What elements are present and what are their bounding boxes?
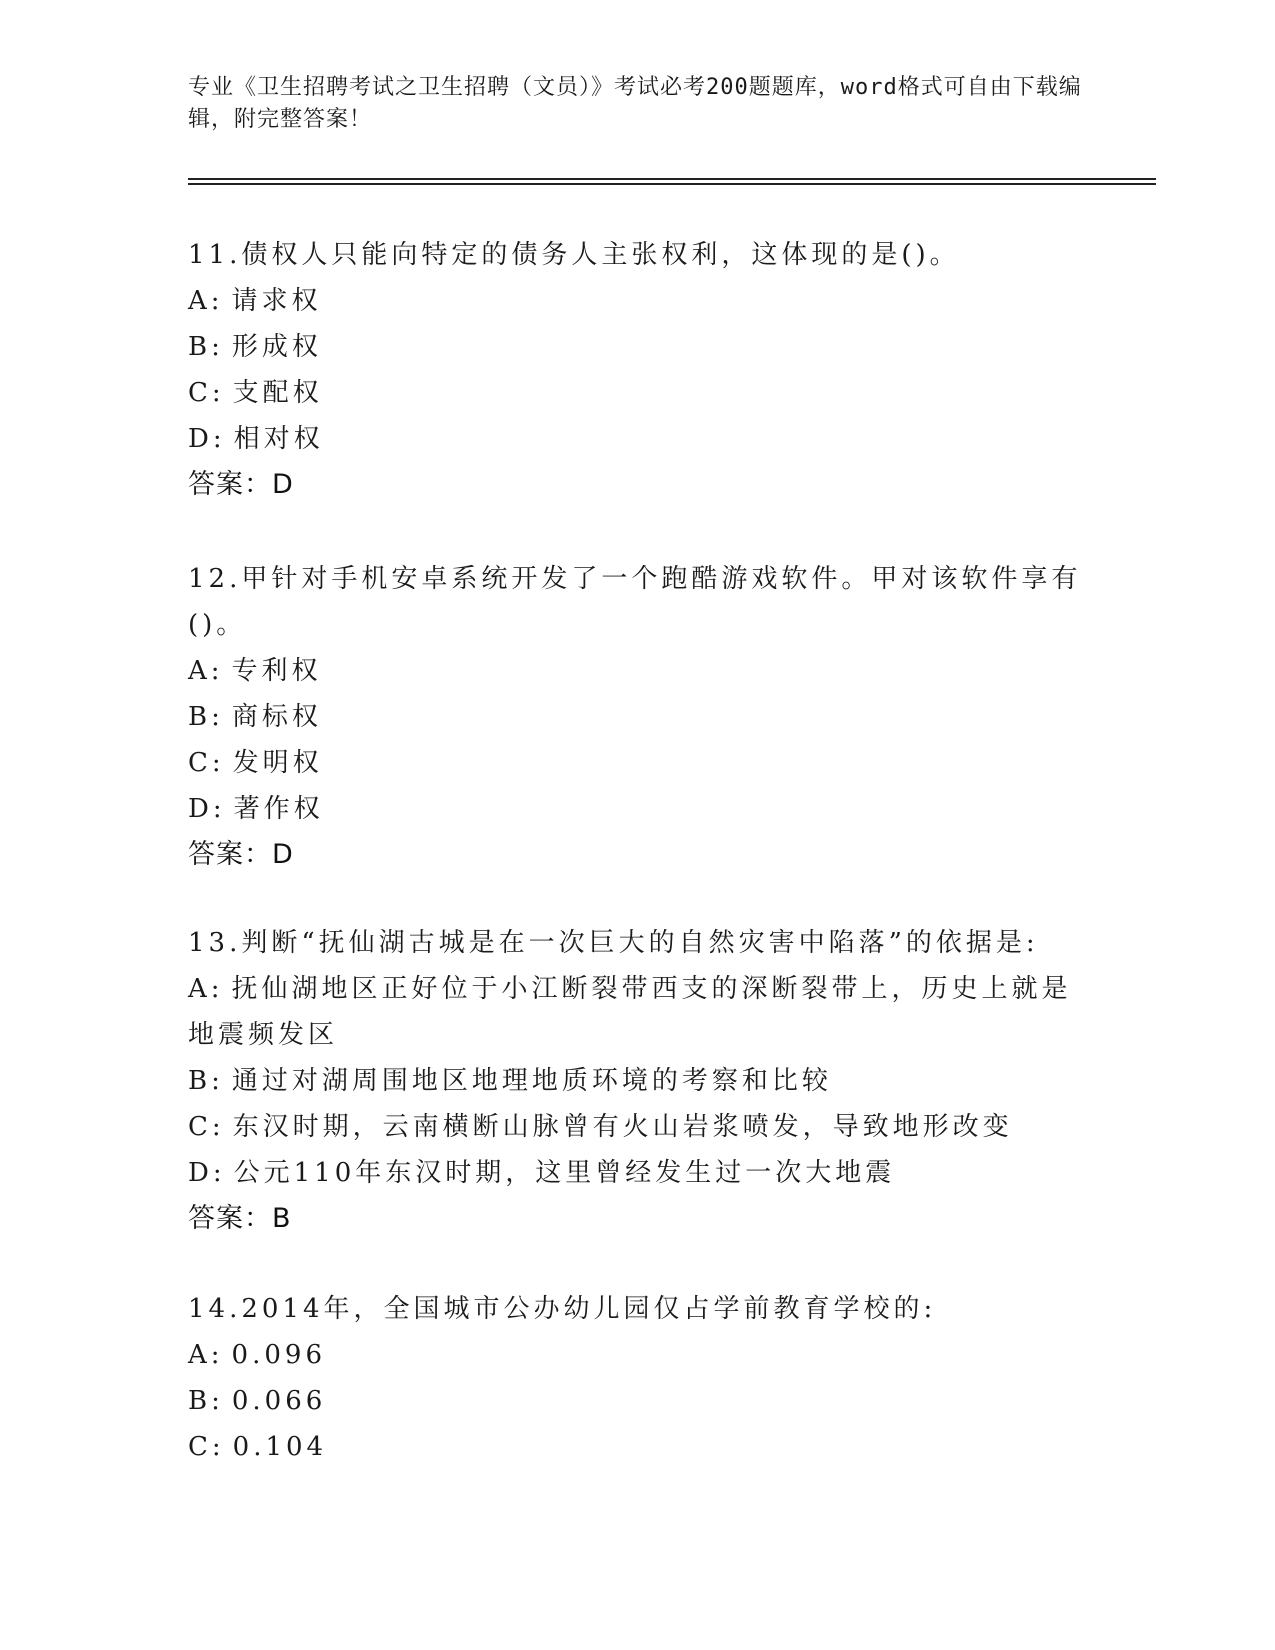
option-text: 0.104 xyxy=(232,1432,328,1462)
option-text: 支配权 xyxy=(232,378,323,408)
option-text: 发明权 xyxy=(232,748,323,778)
option-text: 公元110年东汉时期，这里曾经发生过一次大地震 xyxy=(233,1158,896,1188)
option-key: B: xyxy=(188,1386,224,1416)
option-key: A: xyxy=(188,1340,224,1370)
option-b xyxy=(188,1058,1088,1104)
question-stem: 12.甲针对手机安卓系统开发了一个跑酷游戏软件。甲对该软件享有()。 xyxy=(188,564,1082,640)
option-key: D: xyxy=(188,424,226,454)
option-a xyxy=(188,1332,1088,1378)
option-c xyxy=(188,1104,1088,1150)
option-text: 通过对湖周围地区地理地质环境的考察和比较 xyxy=(231,1066,832,1096)
option-d xyxy=(188,416,1088,462)
option-key: A: xyxy=(188,974,224,1004)
option-c xyxy=(188,1424,1088,1470)
option-key: B: xyxy=(188,332,224,362)
option-text: 东汉时期，云南横断山脉曾有火山岩浆喷发，导致地形改变 xyxy=(232,1112,1013,1142)
question-12 xyxy=(188,556,1088,878)
option-text: 0.066 xyxy=(231,1386,327,1416)
answer-line: 答案：D xyxy=(188,839,294,870)
answer-line: 答案：D xyxy=(188,469,294,500)
answer-line: 答案：B xyxy=(188,1203,292,1234)
header-divider-top xyxy=(188,178,1156,180)
option-text: 商标权 xyxy=(231,702,322,732)
option-key: B: xyxy=(188,1066,224,1096)
option-c xyxy=(188,740,1088,786)
option-b xyxy=(188,694,1088,740)
option-b xyxy=(188,1378,1088,1424)
option-key: A: xyxy=(188,656,224,686)
option-key: D: xyxy=(188,794,226,824)
option-text: 专利权 xyxy=(231,656,322,686)
option-c xyxy=(188,370,1088,416)
option-text: 请求权 xyxy=(231,286,322,316)
option-d xyxy=(188,786,1088,832)
option-a xyxy=(188,648,1088,694)
option-key: C: xyxy=(188,1112,225,1142)
question-11 xyxy=(188,232,1088,508)
option-key: C: xyxy=(188,1432,225,1462)
option-key: D: xyxy=(188,1158,226,1188)
option-text: 形成权 xyxy=(231,332,322,362)
question-stem: 11.债权人只能向特定的债务人主张权利，这体现的是()。 xyxy=(188,240,960,270)
header-divider-bottom xyxy=(188,183,1156,185)
option-text: 0.096 xyxy=(231,1340,326,1370)
option-d xyxy=(188,1150,1088,1196)
question-14 xyxy=(188,1286,1088,1470)
document-header: 专业《卫生招聘考试之卫生招聘（文员）》考试必考200题题库，word格式可自由下载编辑，附完整答案！ xyxy=(188,75,1082,132)
question-13 xyxy=(188,920,1088,1242)
option-b xyxy=(188,324,1088,370)
question-stem: 13.判断“抚仙湖古城是在一次巨大的自然灾害中陷落”的依据是: xyxy=(188,928,1039,958)
question-stem: 14.2014年，全国城市公办幼儿园仅占学前教育学校的: xyxy=(188,1294,937,1324)
option-key: A: xyxy=(188,286,224,316)
option-text: 相对权 xyxy=(233,424,324,454)
option-text: 抚仙湖地区正好位于小江断裂带西支的深断裂带上，历史上就是地震频发区 xyxy=(188,974,1072,1050)
option-text: 著作权 xyxy=(233,794,324,824)
option-a xyxy=(188,966,1088,1058)
option-key: C: xyxy=(188,748,225,778)
option-key: B: xyxy=(188,702,224,732)
option-a xyxy=(188,278,1088,324)
option-key: C: xyxy=(188,378,225,408)
